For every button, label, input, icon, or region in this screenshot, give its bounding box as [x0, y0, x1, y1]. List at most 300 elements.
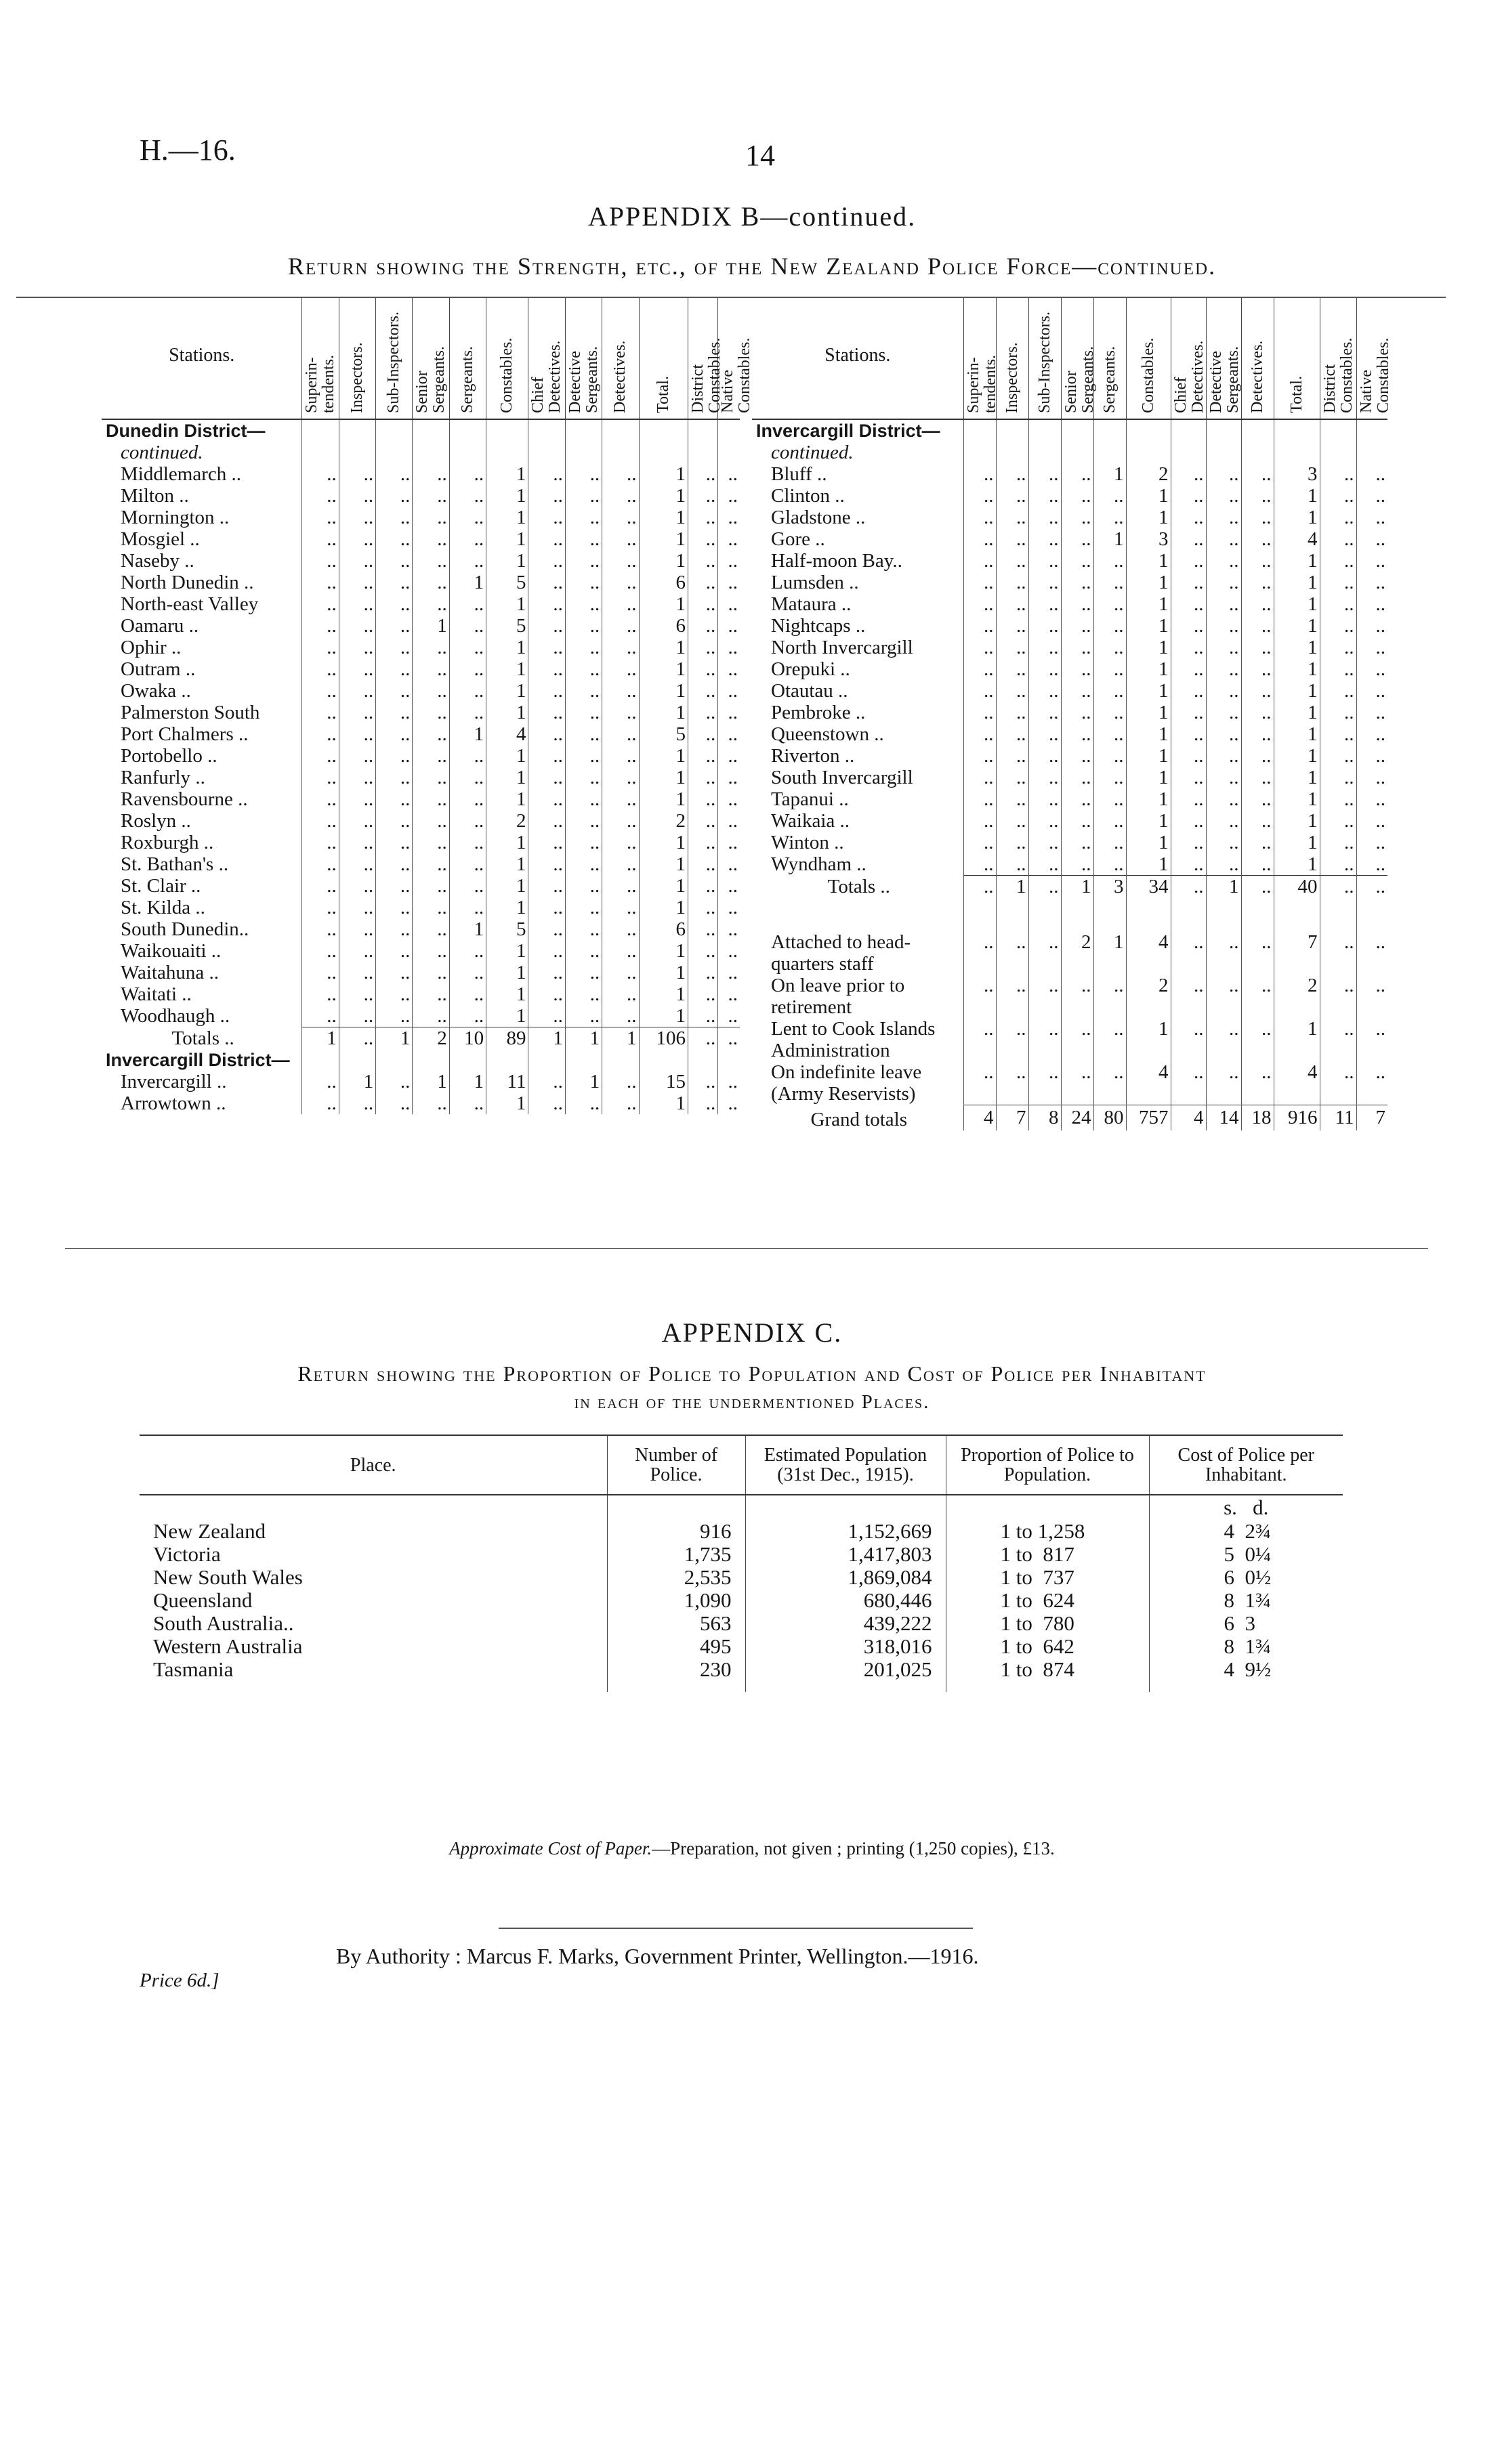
cell: 1 — [1126, 637, 1171, 658]
cell: .. — [1093, 723, 1126, 745]
cell: .. — [1061, 1061, 1093, 1083]
cell: 2 — [1126, 975, 1171, 996]
cell — [1241, 1083, 1274, 1105]
cell — [1028, 1040, 1061, 1061]
cell — [302, 1049, 339, 1071]
station-name: Clinton .. — [771, 485, 845, 507]
station-name: Grand totals — [810, 1109, 908, 1130]
table-row — [140, 1589, 1343, 1612]
cell-cost: 6 0½ — [1149, 1566, 1343, 1589]
cell: .. — [1241, 507, 1274, 528]
cell — [376, 419, 413, 442]
station-name: Arrowtown .. — [121, 1092, 226, 1114]
cell: .. — [963, 550, 996, 572]
cell: .. — [996, 528, 1028, 550]
cell: .. — [302, 593, 339, 615]
cell: .. — [528, 832, 565, 853]
cell-population: 318,016 — [745, 1635, 946, 1658]
cell: .. — [413, 507, 449, 528]
cell: 4 — [1126, 931, 1171, 953]
cell: 1 — [1126, 593, 1171, 615]
cell: 1 — [486, 463, 528, 485]
cell — [1028, 442, 1061, 463]
right-col-label: Sub-Inspectors. — [1035, 312, 1053, 413]
left-col-label: Chief Detectives. — [529, 340, 564, 413]
station-name: Mornington .. — [121, 507, 230, 528]
cell — [1061, 897, 1093, 931]
table-row — [752, 680, 1387, 702]
cell: .. — [376, 853, 413, 875]
cell: .. — [302, 875, 339, 897]
cell-place: Victoria — [153, 1542, 221, 1566]
station-name: retirement — [771, 996, 852, 1018]
cell: .. — [688, 1027, 717, 1050]
cell — [1126, 1083, 1171, 1105]
cell-cost: 6 3 — [1149, 1612, 1343, 1635]
cell: .. — [565, 593, 602, 615]
cell: .. — [339, 507, 375, 528]
cell: .. — [339, 658, 375, 680]
cell: .. — [1320, 550, 1356, 572]
table-row — [102, 550, 740, 572]
cell: .. — [688, 615, 717, 637]
cell: .. — [1028, 788, 1061, 810]
table-bottom-rule — [65, 1248, 1428, 1249]
cell: .. — [376, 528, 413, 550]
cell: .. — [449, 940, 486, 962]
station-name: Invercargill .. — [121, 1071, 227, 1092]
cell: .. — [376, 940, 413, 962]
cell-police: 916 — [607, 1520, 745, 1543]
authority-rule — [499, 1928, 973, 1929]
cell: .. — [1061, 658, 1093, 680]
cell: .. — [1356, 723, 1387, 745]
table-row — [140, 1612, 1343, 1635]
cell: .. — [302, 723, 339, 745]
cell: .. — [1356, 485, 1387, 507]
cell: .. — [339, 723, 375, 745]
cell: 1 — [413, 1071, 449, 1092]
table-row — [102, 810, 740, 832]
cell — [1126, 953, 1171, 975]
cell: 1 — [449, 918, 486, 940]
table-row — [102, 918, 740, 940]
cell: .. — [339, 463, 375, 485]
cell: .. — [449, 507, 486, 528]
cell: .. — [1356, 745, 1387, 767]
cell: .. — [565, 1092, 602, 1114]
cell: .. — [413, 723, 449, 745]
cell: 1 — [486, 745, 528, 767]
cell — [963, 897, 996, 931]
cell — [339, 442, 375, 463]
cell — [1356, 897, 1387, 931]
cell: 1 — [486, 962, 528, 983]
cell: .. — [718, 702, 740, 723]
cell — [1274, 442, 1320, 463]
cell: .. — [565, 832, 602, 853]
cell: .. — [1171, 550, 1206, 572]
table-row — [102, 897, 740, 918]
cell — [1028, 897, 1061, 931]
cell: .. — [449, 550, 486, 572]
cell: 1 — [486, 853, 528, 875]
cell: .. — [1171, 702, 1206, 723]
cell: 14 — [1206, 1105, 1241, 1130]
cell — [602, 442, 639, 463]
cell: 1 — [1274, 767, 1320, 788]
cell: .. — [996, 723, 1028, 745]
cell-population: 1,152,669 — [745, 1520, 946, 1543]
table-row — [102, 1071, 740, 1092]
cell — [1061, 1040, 1093, 1061]
cell: 10 — [449, 1027, 486, 1050]
cell — [1126, 1040, 1171, 1061]
cell: .. — [963, 876, 996, 898]
cell: 1 — [639, 788, 688, 810]
right-col-label: Superin-tendents. — [964, 355, 999, 413]
cell — [1206, 897, 1241, 931]
cell: .. — [302, 572, 339, 593]
table-row — [102, 702, 740, 723]
cell: .. — [1356, 615, 1387, 637]
cell: 1 — [1126, 1018, 1171, 1040]
cell-police: 1,090 — [607, 1589, 745, 1612]
cell: .. — [688, 550, 717, 572]
cell: .. — [1241, 810, 1274, 832]
cell: 4 — [486, 723, 528, 745]
cell — [718, 1049, 740, 1071]
cell: .. — [565, 983, 602, 1005]
cell: .. — [996, 1061, 1028, 1083]
table-row — [752, 1040, 1387, 1061]
cell: .. — [963, 1018, 996, 1040]
cell — [486, 442, 528, 463]
cell: .. — [1171, 507, 1206, 528]
cell: .. — [688, 983, 717, 1005]
cell: .. — [602, 658, 639, 680]
cell — [1028, 419, 1061, 442]
cell — [1171, 1040, 1206, 1061]
table-row — [752, 897, 1387, 931]
cell — [1206, 953, 1241, 975]
cell: .. — [1206, 593, 1241, 615]
cell: .. — [1206, 975, 1241, 996]
cell: 18 — [1241, 1105, 1274, 1130]
cell: .. — [1320, 931, 1356, 953]
cell: .. — [413, 832, 449, 853]
cell — [963, 1040, 996, 1061]
table-row — [102, 788, 740, 810]
cell: 5 — [486, 918, 528, 940]
cell: 1 — [1274, 550, 1320, 572]
cell: .. — [688, 658, 717, 680]
cell: .. — [718, 615, 740, 637]
cell: .. — [339, 1005, 375, 1027]
cell-proportion: 1 to 874 — [946, 1658, 1149, 1692]
cell — [1274, 1083, 1320, 1105]
cell: .. — [1171, 723, 1206, 745]
cell: .. — [413, 875, 449, 897]
cell: .. — [996, 463, 1028, 485]
left-col-8 — [565, 298, 602, 419]
table-row — [752, 723, 1387, 745]
cell: 1 — [1274, 572, 1320, 593]
cell: .. — [718, 593, 740, 615]
cell: .. — [1320, 810, 1356, 832]
cell: .. — [413, 940, 449, 962]
cell: 1 — [1274, 637, 1320, 658]
right-col-12 — [1356, 298, 1392, 419]
station-name: Half-moon Bay.. — [771, 550, 902, 572]
cell: 1 — [639, 1092, 688, 1114]
cell: .. — [302, 528, 339, 550]
cell: .. — [1028, 680, 1061, 702]
proportion-table — [140, 1435, 1343, 1692]
cell: 1 — [1274, 615, 1320, 637]
station-name: Mosgiel .. — [121, 528, 200, 550]
cell — [1028, 953, 1061, 975]
table-row — [140, 1658, 1343, 1692]
cell: .. — [1061, 975, 1093, 996]
cell: 1 — [1126, 507, 1171, 528]
cell — [1093, 897, 1126, 931]
cell: 1 — [639, 767, 688, 788]
cell: .. — [1241, 572, 1274, 593]
cell: 1 — [449, 572, 486, 593]
cell: .. — [718, 1092, 740, 1114]
cell: .. — [1028, 485, 1061, 507]
table-row — [102, 832, 740, 853]
cell: .. — [718, 962, 740, 983]
cell — [1206, 1083, 1241, 1105]
cell: .. — [602, 723, 639, 745]
cell: .. — [528, 702, 565, 723]
cell: .. — [1356, 1061, 1387, 1083]
table-row — [140, 1566, 1343, 1589]
cell: 1 — [639, 1005, 688, 1027]
cell — [1093, 419, 1126, 442]
cell: .. — [996, 680, 1028, 702]
station-name: South Dunedin.. — [121, 918, 249, 940]
table-row — [140, 1543, 1343, 1566]
cell: .. — [413, 702, 449, 723]
cell: .. — [1241, 723, 1274, 745]
cell: 1 — [639, 853, 688, 875]
cell-place: New South Wales — [153, 1565, 303, 1589]
cell: .. — [528, 637, 565, 658]
cell: .. — [688, 810, 717, 832]
cell: .. — [1028, 767, 1061, 788]
cell: .. — [963, 767, 996, 788]
cell: .. — [1028, 975, 1061, 996]
cell-population: 439,222 — [745, 1612, 946, 1635]
table-row — [102, 1092, 740, 1114]
cell: 1 — [486, 658, 528, 680]
cell: 1 — [1126, 745, 1171, 767]
cell — [449, 1049, 486, 1071]
right-col-label: Native Constables. — [1357, 337, 1392, 413]
cell — [486, 1049, 528, 1071]
cell: .. — [1171, 931, 1206, 953]
cell — [302, 442, 339, 463]
cell: .. — [565, 463, 602, 485]
cell: .. — [413, 572, 449, 593]
cell-population: 1,869,084 — [745, 1566, 946, 1589]
right-col-label: Inspectors. — [1003, 342, 1021, 413]
cell: .. — [413, 485, 449, 507]
cell: 1 — [486, 1005, 528, 1027]
cell: .. — [1061, 788, 1093, 810]
cell: .. — [602, 463, 639, 485]
left-col-label: Superin-tendents. — [303, 355, 338, 413]
cell: 1 — [486, 637, 528, 658]
col-place: Place. — [140, 1435, 607, 1495]
left-col-label: Inspectors. — [348, 342, 366, 413]
cell: .. — [376, 810, 413, 832]
cell: .. — [996, 637, 1028, 658]
station-name: Ravensbourne .. — [121, 788, 248, 810]
cell — [376, 1049, 413, 1071]
cell: .. — [1061, 723, 1093, 745]
cell: .. — [449, 528, 486, 550]
cell: .. — [1061, 615, 1093, 637]
document-reference: H.—16. — [140, 133, 236, 167]
table-row — [752, 593, 1387, 615]
cell: 1 — [449, 723, 486, 745]
cell: .. — [1320, 637, 1356, 658]
station-name: Lent to Cook Islands — [771, 1018, 936, 1040]
cell: .. — [996, 507, 1028, 528]
cell: .. — [1206, 485, 1241, 507]
cell: .. — [339, 615, 375, 637]
right-col-1 — [963, 298, 999, 419]
cell: .. — [1093, 637, 1126, 658]
cell: .. — [302, 702, 339, 723]
cell: 1 — [1274, 745, 1320, 767]
cell: 4 — [1274, 1061, 1320, 1083]
cell — [996, 1040, 1028, 1061]
cell: .. — [528, 767, 565, 788]
left-col-3 — [376, 298, 413, 419]
cell: 1 — [565, 1027, 602, 1050]
right-col-label: Detective Sergeants. — [1207, 346, 1242, 413]
cell: 1 — [1274, 810, 1320, 832]
cell — [1171, 442, 1206, 463]
cell: 2 — [1126, 463, 1171, 485]
cell-cost: 4 2¾ — [1149, 1520, 1343, 1543]
cell: .. — [376, 485, 413, 507]
cell: .. — [963, 637, 996, 658]
cell-proportion: 1 to 780 — [946, 1612, 1149, 1635]
cell: .. — [1320, 832, 1356, 853]
cell: .. — [376, 832, 413, 853]
cell: .. — [413, 1005, 449, 1027]
cell: 5 — [639, 723, 688, 745]
table-row — [140, 1635, 1343, 1658]
station-name: Woodhaugh .. — [121, 1005, 230, 1027]
cell: 1 — [639, 528, 688, 550]
cell: .. — [602, 507, 639, 528]
cell — [1320, 897, 1356, 931]
cell: .. — [1356, 680, 1387, 702]
cell: .. — [1028, 1061, 1061, 1083]
cell: 6 — [639, 918, 688, 940]
cell: .. — [376, 637, 413, 658]
cell: .. — [565, 507, 602, 528]
cell: 1 — [486, 507, 528, 528]
cell: .. — [565, 897, 602, 918]
table-row — [102, 875, 740, 897]
cell: 1 — [639, 875, 688, 897]
table-row — [752, 853, 1387, 876]
cell: .. — [1061, 832, 1093, 853]
cell: 4 — [1171, 1105, 1206, 1130]
station-name: Port Chalmers .. — [121, 723, 249, 745]
cell — [1126, 996, 1171, 1018]
cell: .. — [376, 723, 413, 745]
cell: .. — [1356, 832, 1387, 853]
cell — [1061, 996, 1093, 1018]
table-row — [140, 1520, 1343, 1543]
station-name: Middlemarch .. — [121, 463, 241, 485]
cell: 5 — [486, 615, 528, 637]
cell: 11 — [1320, 1105, 1356, 1130]
cell: 5 — [486, 572, 528, 593]
cell: .. — [528, 983, 565, 1005]
cell: .. — [1320, 745, 1356, 767]
cell: .. — [1171, 572, 1206, 593]
cell: .. — [376, 680, 413, 702]
cell — [688, 442, 717, 463]
cell: .. — [1320, 463, 1356, 485]
cell-place: Western Australia — [153, 1634, 303, 1658]
cell: .. — [1241, 615, 1274, 637]
cell: .. — [565, 637, 602, 658]
cell: 1 — [1126, 853, 1171, 876]
table-row — [102, 485, 740, 507]
table-row — [102, 962, 740, 983]
table-row — [102, 442, 740, 463]
cell: .. — [339, 940, 375, 962]
cell: .. — [413, 853, 449, 875]
appendix-c-subtitle: Return showing the Proportion of Police to Population and Cost of Police per Inhabitant — [297, 1361, 1207, 1386]
cell: .. — [688, 767, 717, 788]
table-row — [752, 1105, 1387, 1130]
table-row — [752, 442, 1387, 463]
cell: .. — [565, 962, 602, 983]
cell — [688, 419, 717, 442]
cell: 1 — [413, 615, 449, 637]
cell: .. — [1028, 702, 1061, 723]
cell: 1 — [1274, 723, 1320, 745]
cell: .. — [1320, 975, 1356, 996]
cell: .. — [528, 745, 565, 767]
cell: 1 — [1274, 788, 1320, 810]
cell — [1274, 897, 1320, 931]
table-row — [752, 463, 1387, 485]
cell: .. — [1028, 572, 1061, 593]
cell: 3 — [1274, 463, 1320, 485]
cell — [639, 442, 688, 463]
cell: .. — [413, 745, 449, 767]
cell: .. — [1028, 931, 1061, 953]
cell-police: 2,535 — [607, 1566, 745, 1589]
cell: 1 — [1274, 853, 1320, 876]
cell: 1 — [639, 658, 688, 680]
cell: .. — [1093, 745, 1126, 767]
cell: .. — [302, 1005, 339, 1027]
